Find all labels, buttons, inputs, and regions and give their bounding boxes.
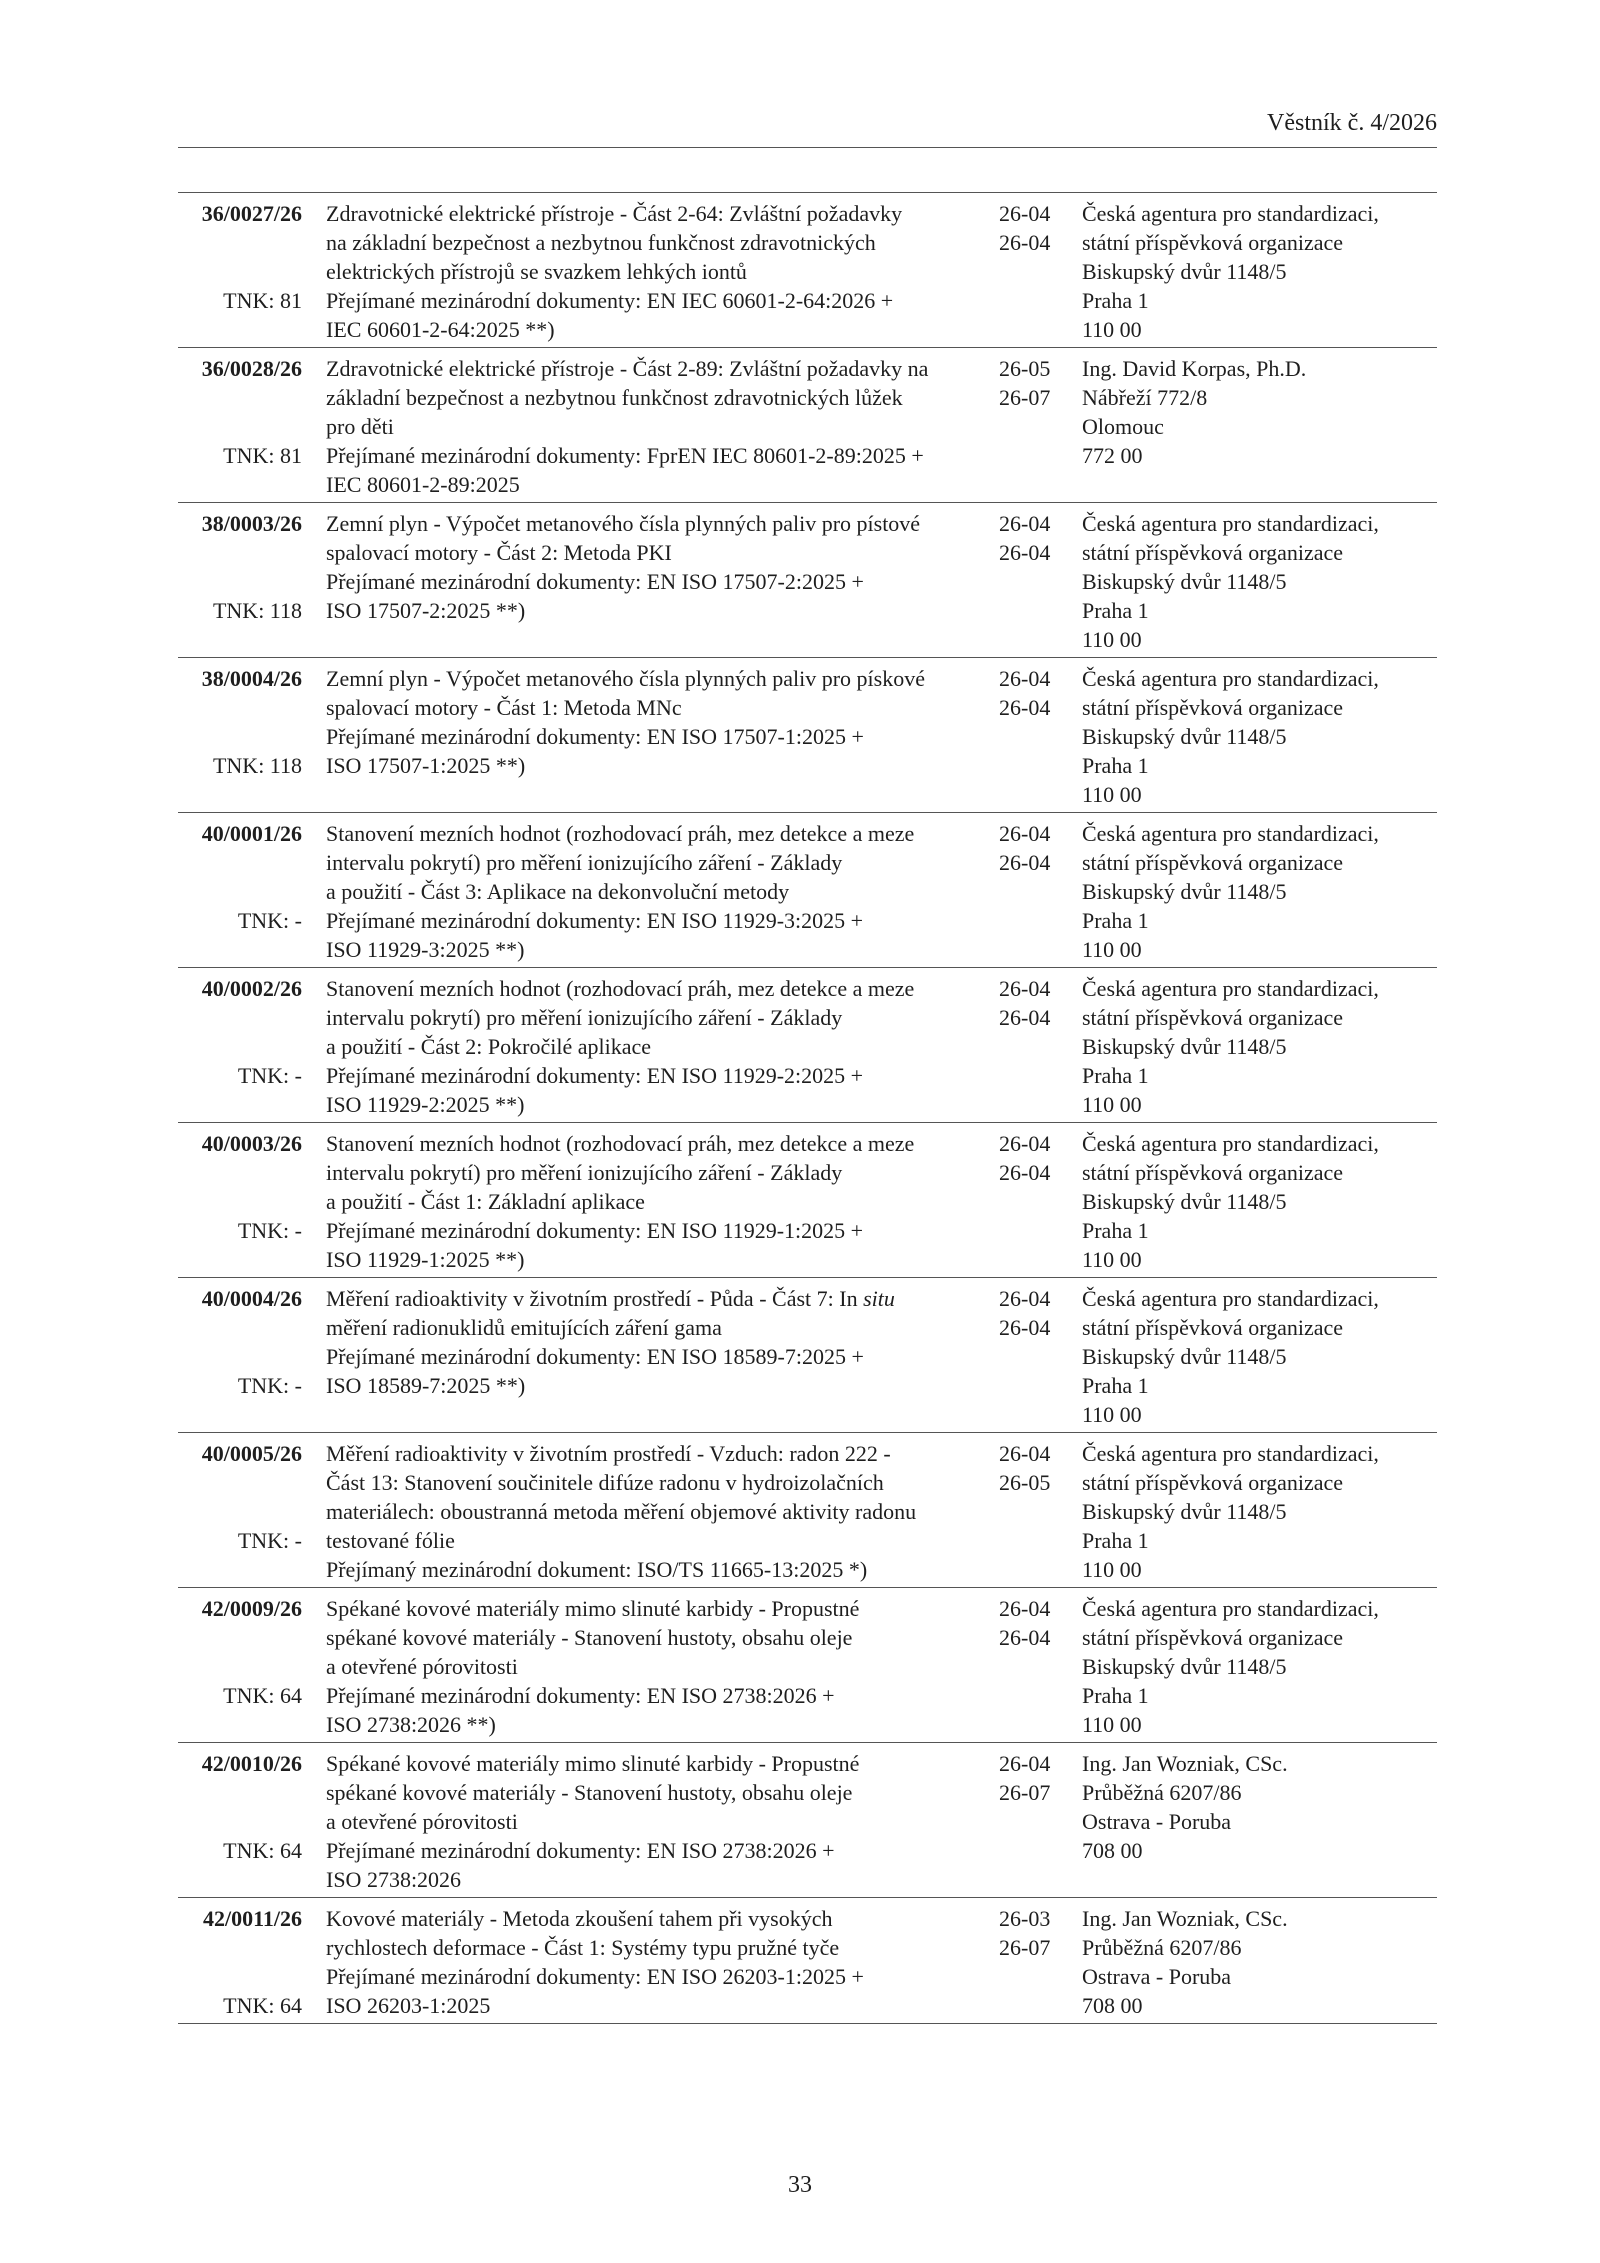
title-line [326,848,999,877]
tnk-label: TNK: 64 [223,1683,302,1708]
title-line [326,664,999,693]
address-line: 110 00 [1082,937,1142,962]
title-cell [310,974,999,1119]
title-line [326,441,999,470]
title-text: ISO 2738:2026 [326,1867,462,1892]
title-line [326,1749,999,1778]
title-line [326,1439,999,1468]
title-text: Spékané kovové materiály mimo slinuté karbidy - Propustné [326,1751,860,1776]
tnk-label: TNK: 81 [223,443,302,468]
code-cell [178,1594,310,1739]
title-line [326,1216,999,1245]
date: 26-04 [999,1625,1051,1650]
address-line: 110 00 [1082,782,1142,807]
title-line [326,567,999,596]
table-row [178,1743,1437,1898]
title-text: Zemní plyn - Výpočet metanového čísla plynných paliv pro pístové [326,511,921,536]
table-row [178,813,1437,968]
date: 26-04 [999,1286,1051,1311]
title-text: Stanovení mezních hodnot (rozhodovací práh, mez detekce a meze [326,976,915,1001]
address-line: 708 00 [1082,1993,1143,2018]
title-text: ISO 11929-3:2025 **) [326,937,525,962]
date: 26-05 [999,1470,1051,1495]
title-line [326,228,999,257]
standard-number: 40/0004/26 [201,1286,302,1311]
address-line: Biskupský dvůr 1148/5 [1082,1654,1287,1679]
title-text: pro děti [326,414,394,439]
table-row [178,968,1437,1123]
address-line: Praha 1 [1082,908,1149,933]
title-line [326,906,999,935]
title-text: intervalu pokrytí) pro měření ionizujícího záření - Základy [326,1005,843,1030]
date: 26-04 [999,1596,1051,1621]
address-line: 110 00 [1082,1402,1142,1427]
title-line [326,286,999,315]
date: 26-04 [999,1005,1051,1030]
title-line [326,383,999,412]
title-text: Přejímané mezinárodní dokumenty: EN ISO 26203-1:2025 + [326,1964,864,1989]
address-cell [1082,1129,1437,1274]
title-line [326,470,999,499]
standard-number: 38/0004/26 [201,666,302,691]
code-cell [178,1904,310,2020]
title-text: Přejímané mezinárodní dokumenty: EN ISO 17507-1:2025 + [326,724,864,749]
address-line: Biskupský dvůr 1148/5 [1082,1499,1287,1524]
title-text: materiálech: oboustranná metoda měření objemové aktivity radonu [326,1499,917,1524]
standard-number: 40/0002/26 [201,976,302,1001]
date: 26-04 [999,1751,1051,1776]
address-cell [1082,819,1437,964]
title-text: elektrických přístrojů se svazkem lehkých iontů [326,259,747,284]
address-line: Biskupský dvůr 1148/5 [1082,879,1287,904]
standard-number: 42/0010/26 [201,1751,302,1776]
title-text: intervalu pokrytí) pro měření ionizujícího záření - Základy [326,1160,843,1185]
title-text: Přejímaný mezinárodní dokument: ISO/TS 11665-13:2025 *) [326,1557,868,1582]
address-line: Biskupský dvůr 1148/5 [1082,724,1287,749]
address-line: Praha 1 [1082,1683,1149,1708]
address-line: Česká agentura pro standardizaci, [1082,1286,1379,1311]
address-line: státní příspěvková organizace [1082,695,1344,720]
title-line [326,1129,999,1158]
table-row [178,1278,1437,1433]
address-cell [1082,354,1437,499]
dates-cell [999,1749,1082,1894]
address-line: Praha 1 [1082,753,1149,778]
address-line: Průběžná 6207/86 [1082,1935,1242,1960]
header-divider [178,147,1437,148]
date: 26-04 [999,230,1051,255]
title-line [326,1342,999,1371]
title-cell [310,1904,999,2020]
address-line: státní příspěvková organizace [1082,540,1344,565]
title-text: Zemní plyn - Výpočet metanového čísla plynných paliv pro pískové [326,666,925,691]
title-text: IEC 60601-2-64:2025 **) [326,317,555,342]
title-text: a otevřené pórovitosti [326,1809,518,1834]
title-cell [310,509,999,654]
tnk-label: TNK: - [237,1528,302,1553]
address-line: Praha 1 [1082,1528,1149,1553]
address-line: Česká agentura pro standardizaci, [1082,511,1379,536]
date: 26-04 [999,1315,1051,1340]
title-line [326,1187,999,1216]
dates-cell [999,1129,1082,1274]
address-line: 110 00 [1082,1247,1142,1272]
tnk-label: TNK: 64 [223,1838,302,1863]
code-cell [178,354,310,499]
title-cell [310,664,999,809]
table-row [178,1898,1437,2024]
tnk-label: TNK: - [237,1063,302,1088]
title-text: Přejímané mezinárodní dokumenty: FprEN IEC 80601-2-89:2025 + [326,443,924,468]
address-line: Biskupský dvůr 1148/5 [1082,259,1287,284]
title-cell [310,1749,999,1894]
address-line: Biskupský dvůr 1148/5 [1082,1344,1287,1369]
title-line [326,751,999,780]
address-line: Česká agentura pro standardizaci, [1082,1441,1379,1466]
code-cell [178,1284,310,1429]
tnk-label: TNK: 64 [223,1993,302,2018]
date: 26-05 [999,356,1051,381]
dates-cell [999,1284,1082,1429]
title-line [326,509,999,538]
address-line: Ostrava - Poruba [1082,1809,1232,1834]
date: 26-04 [999,850,1051,875]
title-line [326,1710,999,1739]
date: 26-03 [999,1906,1051,1931]
title-line [326,693,999,722]
tnk-label: TNK: 118 [212,598,302,623]
title-line [326,257,999,286]
address-line: Česká agentura pro standardizaci, [1082,976,1379,1001]
dates-cell [999,509,1082,654]
address-line: Biskupský dvůr 1148/5 [1082,569,1287,594]
title-text: Přejímané mezinárodní dokumenty: EN ISO 11929-2:2025 + [326,1063,864,1088]
address-cell [1082,974,1437,1119]
title-text: ISO 18589-7:2025 **) [326,1373,526,1398]
standard-number: 38/0003/26 [201,511,302,536]
address-line: Průběžná 6207/86 [1082,1780,1242,1805]
address-cell [1082,1904,1437,2020]
table-row [178,1588,1437,1743]
title-cell [310,354,999,499]
title-text: ISO 17507-2:2025 **) [326,598,526,623]
address-line: Česká agentura pro standardizaci, [1082,1596,1379,1621]
address-line: Česká agentura pro standardizaci, [1082,666,1379,691]
table-row [178,1433,1437,1588]
title-text: Přejímané mezinárodní dokumenty: EN ISO 2738:2026 + [326,1683,835,1708]
code-cell [178,509,310,654]
table-row [178,1123,1437,1278]
address-line: Česká agentura pro standardizaci, [1082,821,1379,846]
address-cell [1082,199,1437,344]
address-cell [1082,1594,1437,1739]
date: 26-04 [999,666,1051,691]
title-line [326,1962,999,1991]
address-line: státní příspěvková organizace [1082,230,1344,255]
title-line [326,1555,999,1584]
title-text: a použití - Část 1: Základní aplikace [326,1189,645,1214]
title-text: ISO 11929-2:2025 **) [326,1092,525,1117]
title-line [326,1991,999,2020]
title-text: IEC 80601-2-89:2025 [326,472,520,497]
standard-number: 36/0028/26 [201,356,302,381]
title-line [326,1526,999,1555]
title-line [326,1865,999,1894]
date: 26-04 [999,821,1051,846]
title-text: Spékané kovové materiály mimo slinuté karbidy - Propustné [326,1596,860,1621]
tnk-label: TNK: - [237,908,302,933]
address-line: 110 00 [1082,1712,1142,1737]
date: 26-04 [999,540,1051,565]
title-cell [310,1439,999,1584]
address-cell [1082,664,1437,809]
date: 26-07 [999,1780,1051,1805]
title-italic: situ [863,1286,895,1311]
address-line: Ing. David Korpas, Ph.D. [1082,356,1307,381]
dates-cell [999,819,1082,964]
title-text: ISO 26203-1:2025 [326,1993,491,2018]
date: 26-04 [999,695,1051,720]
title-cell [310,1284,999,1429]
address-cell [1082,509,1437,654]
journal-title: Věstník č. 4/2026 [1267,110,1437,136]
standard-number: 42/0011/26 [202,1906,302,1931]
address-line: Česká agentura pro standardizaci, [1082,201,1379,226]
title-line [326,1807,999,1836]
title-text: Část 13: Stanovení součinitele difúze radonu v hydroizolačních [326,1470,884,1495]
code-cell [178,1439,310,1584]
title-text: měření radionuklidů emitujících záření gama [326,1315,722,1340]
title-line [326,974,999,1003]
code-cell [178,199,310,344]
date: 26-07 [999,385,1051,410]
title-text: testované fólie [326,1528,455,1553]
title-line [326,1158,999,1187]
title-line [326,1468,999,1497]
address-line: 110 00 [1082,317,1142,342]
title-line [326,199,999,228]
code-cell [178,974,310,1119]
title-line [326,877,999,906]
address-line: 110 00 [1082,1092,1142,1117]
standard-number: 36/0027/26 [201,201,302,226]
title-line [326,1061,999,1090]
title-line [326,1032,999,1061]
title-text: Přejímané mezinárodní dokumenty: EN ISO 11929-3:2025 + [326,908,864,933]
title-text: spékané kovové materiály - Stanovení hustoty, obsahu oleje [326,1625,853,1650]
dates-cell [999,664,1082,809]
code-cell [178,819,310,964]
date: 26-04 [999,511,1051,536]
title-line [326,1003,999,1032]
address-line: Praha 1 [1082,598,1149,623]
address-line: Ostrava - Poruba [1082,1964,1232,1989]
title-line [326,412,999,441]
title-cell [310,1594,999,1739]
standards-table [178,192,1437,2024]
title-line [326,538,999,567]
title-line [326,354,999,383]
address-line: Praha 1 [1082,1063,1149,1088]
address-line: Olomouc [1082,414,1164,439]
title-text: spékané kovové materiály - Stanovení hustoty, obsahu oleje [326,1780,853,1805]
address-cell [1082,1749,1437,1894]
address-line: 110 00 [1082,1557,1142,1582]
table-row [178,193,1437,348]
code-cell [178,1129,310,1274]
title-line [326,1681,999,1710]
title-line [326,1904,999,1933]
address-line: státní příspěvková organizace [1082,1315,1344,1340]
title-text: Kovové materiály - Metoda zkoušení tahem při vysokých [326,1906,833,1931]
title-text: Zdravotnické elektrické přístroje - Část 2-64: Zvláštní požadavky [326,201,903,226]
title-line [326,819,999,848]
title-line [326,1497,999,1526]
title-text: a použití - Část 2: Pokročilé aplikace [326,1034,652,1059]
title-text: Přejímané mezinárodní dokumenty: EN ISO 18589-7:2025 + [326,1344,864,1369]
title-text: Přejímané mezinárodní dokumenty: EN ISO 11929-1:2025 + [326,1218,864,1243]
title-line [326,1313,999,1342]
title-text: Stanovení mezních hodnot (rozhodovací práh, mez detekce a meze [326,1131,915,1156]
title-text: a použití - Část 3: Aplikace na dekonvoluční metody [326,879,790,904]
table-row [178,348,1437,503]
title-line [326,1284,999,1313]
title-text: Stanovení mezních hodnot (rozhodovací práh, mez detekce a meze [326,821,915,846]
title-text: základní bezpečnost a nezbytnou funkčnost zdravotnických lůžek [326,385,903,410]
date: 26-04 [999,976,1051,1001]
tnk-label: TNK: - [237,1373,302,1398]
title-line [326,722,999,751]
title-text: rychlostech deformace - Část 1: Systémy typu pružné tyče [326,1935,840,1960]
title-line [326,315,999,344]
address-line: 110 00 [1082,627,1142,652]
code-cell [178,1749,310,1894]
address-line: Biskupský dvůr 1148/5 [1082,1189,1287,1214]
address-line: Praha 1 [1082,1373,1149,1398]
date: 26-04 [999,201,1051,226]
title-text: ISO 11929-1:2025 **) [326,1247,525,1272]
address-line: státní příspěvková organizace [1082,1625,1344,1650]
date: 26-04 [999,1131,1051,1156]
title-text: Přejímané mezinárodní dokumenty: EN ISO 17507-2:2025 + [326,569,864,594]
title-cell [310,1129,999,1274]
date: 26-04 [999,1441,1051,1466]
title-text: Měření radioaktivity v životním prostředí - Vzduch: radon 222 - [326,1441,891,1466]
title-line [326,1652,999,1681]
title-text: Měření radioaktivity v životním prostředí - Půda - Část 7: In [326,1286,864,1311]
table-row [178,503,1437,658]
title-line [326,596,999,625]
address-line: 772 00 [1082,443,1143,468]
title-text: Přejímané mezinárodní dokumenty: EN ISO 2738:2026 + [326,1838,835,1863]
address-line: Ing. Jan Wozniak, CSc. [1082,1751,1288,1776]
title-text: Zdravotnické elektrické přístroje - Část 2-89: Zvláštní požadavky na [326,356,929,381]
title-line [326,1836,999,1865]
address-line: Nábřeží 772/8 [1082,385,1208,410]
address-line: Ing. Jan Wozniak, CSc. [1082,1906,1288,1931]
title-text: na základní bezpečnost a nezbytnou funkčnost zdravotnických [326,230,876,255]
page-number: 33 [788,2172,812,2198]
date: 26-07 [999,1935,1051,1960]
title-text: spalovací motory - Část 2: Metoda PKI [326,540,672,565]
address-cell [1082,1284,1437,1429]
dates-cell [999,974,1082,1119]
tnk-label: TNK: 118 [212,753,302,778]
title-line [326,1778,999,1807]
dates-cell [999,354,1082,499]
dates-cell [999,1594,1082,1739]
address-line: Biskupský dvůr 1148/5 [1082,1034,1287,1059]
title-line [326,1594,999,1623]
date: 26-04 [999,1160,1051,1185]
title-line [326,1245,999,1274]
address-cell [1082,1439,1437,1584]
title-line [326,935,999,964]
title-text: spalovací motory - Část 1: Metoda MNc [326,695,682,720]
title-text: a otevřené pórovitosti [326,1654,518,1679]
title-text: ISO 17507-1:2025 **) [326,753,526,778]
address-line: státní příspěvková organizace [1082,1470,1344,1495]
title-line [326,1933,999,1962]
title-text: Přejímané mezinárodní dokumenty: EN IEC 60601-2-64:2026 + [326,288,894,313]
title-cell [310,199,999,344]
address-line: státní příspěvková organizace [1082,1005,1344,1030]
code-cell [178,664,310,809]
title-cell [310,819,999,964]
address-line: státní příspěvková organizace [1082,850,1344,875]
address-line: státní příspěvková organizace [1082,1160,1344,1185]
title-line [326,1090,999,1119]
tnk-label: TNK: - [237,1218,302,1243]
standard-number: 40/0001/26 [201,821,302,846]
standard-number: 40/0003/26 [201,1131,302,1156]
address-line: Česká agentura pro standardizaci, [1082,1131,1379,1156]
standard-number: 42/0009/26 [201,1596,302,1621]
title-text: intervalu pokrytí) pro měření ionizujícího záření - Základy [326,850,843,875]
title-line [326,1371,999,1400]
standard-number: 40/0005/26 [201,1441,302,1466]
table-row [178,658,1437,813]
title-text: ISO 2738:2026 **) [326,1712,496,1737]
dates-cell [999,199,1082,344]
dates-cell [999,1904,1082,2020]
tnk-label: TNK: 81 [223,288,302,313]
dates-cell [999,1439,1082,1584]
title-line [326,1623,999,1652]
address-line: 708 00 [1082,1838,1143,1863]
address-line: Praha 1 [1082,288,1149,313]
address-line: Praha 1 [1082,1218,1149,1243]
